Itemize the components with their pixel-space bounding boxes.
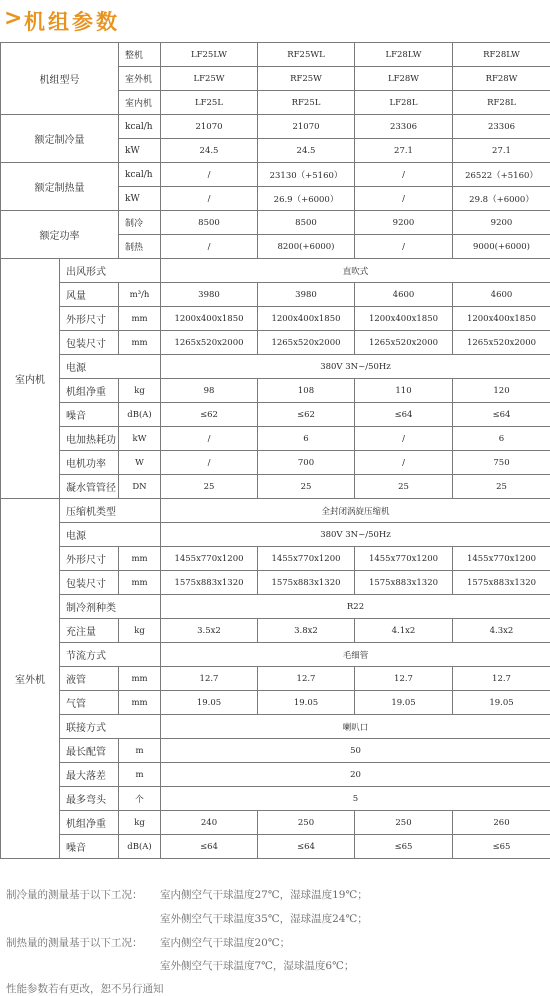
cell: / [161, 163, 258, 187]
row-label: 制冷剂种类 [60, 595, 161, 619]
cell: 700 [258, 451, 355, 475]
row-label: 最长配管 [60, 739, 119, 763]
cell: 23130（+5160） [258, 163, 355, 187]
row-label-power: 额定功率 [1, 211, 119, 259]
cell: LF25W [161, 67, 258, 91]
row-label: 最大落差 [60, 763, 119, 787]
cell: 6 [453, 427, 550, 451]
cell: 108 [258, 379, 355, 403]
cell: ≤64 [355, 403, 453, 427]
table-row [1, 283, 550, 307]
table-row [1, 307, 550, 331]
unit-cell: W [119, 451, 161, 475]
cell: 全封闭涡旋压缩机 [161, 499, 550, 523]
table-row [1, 691, 550, 715]
cell: RF25L [258, 91, 355, 115]
cell: 260 [453, 811, 550, 835]
cell: 250 [258, 811, 355, 835]
cell: 110 [355, 379, 453, 403]
row-label: 压缩机类型 [60, 499, 161, 523]
row-label: 气管 [60, 691, 119, 715]
row-label-complete: 整机 [119, 43, 161, 67]
cell: 3980 [258, 283, 355, 307]
unit-cell: kcal/h [119, 163, 161, 187]
cell: ≤65 [355, 835, 453, 859]
cell: 25 [453, 475, 550, 499]
cell: 380V 3N~/50Hz [161, 355, 550, 379]
table-row [1, 403, 550, 427]
unit-cell: dB(A) [119, 403, 161, 427]
cell: 9000(+6000) [453, 235, 550, 259]
unit-cell: m [119, 763, 161, 787]
row-label: 外形尺寸 [60, 547, 119, 571]
row-label: 风量 [60, 283, 119, 307]
cell: 26.9（+6000） [258, 187, 355, 211]
cell: 4600 [453, 283, 550, 307]
cell: / [355, 235, 453, 259]
row-label: 噪音 [60, 403, 119, 427]
row-label-outdoor: 室外机 [119, 67, 161, 91]
cell: RF25W [258, 67, 355, 91]
cell: 25 [258, 475, 355, 499]
footnote-cooling-outdoor: 室外侧空气干球温度35℃，湿球温度24℃； [160, 913, 368, 925]
cell: LF28L [355, 91, 453, 115]
cell: 24.5 [258, 139, 355, 163]
unit-cell: mm [119, 331, 161, 355]
cell: / [161, 187, 258, 211]
cell: 240 [161, 811, 258, 835]
table-row [1, 259, 550, 283]
group-label-indoor: 室内机 [1, 259, 60, 499]
unit-cell: kW [119, 187, 161, 211]
table-row [1, 427, 550, 451]
cell: 27.1 [453, 139, 550, 163]
row-label: 液管 [60, 667, 119, 691]
cell: 1455x770x1200 [453, 547, 550, 571]
cell: LF25LW [161, 43, 258, 67]
row-label: 联接方式 [60, 715, 161, 739]
unit-cell: 个 [119, 787, 161, 811]
cell: 4.3x2 [453, 619, 550, 643]
cell: ≤65 [453, 835, 550, 859]
cell: RF28LW [453, 43, 550, 67]
unit-cell: m [119, 739, 161, 763]
cell: 9200 [453, 211, 550, 235]
cell: 19.05 [355, 691, 453, 715]
unit-cell: mm [119, 307, 161, 331]
spec-table [0, 42, 550, 859]
cell: 21070 [161, 115, 258, 139]
cell: / [161, 427, 258, 451]
cell: / [161, 235, 258, 259]
cell: 9200 [355, 211, 453, 235]
unit-cell: mm [119, 547, 161, 571]
cell: 5 [161, 787, 550, 811]
table-row [1, 787, 550, 811]
cell: 19.05 [453, 691, 550, 715]
cell: 4.1x2 [355, 619, 453, 643]
footnote-heating-prefix: 制热量的测量基于以下工况： [6, 937, 143, 949]
table-row [1, 547, 550, 571]
table-row [1, 379, 550, 403]
cell: 1200x400x1850 [161, 307, 258, 331]
table-row [1, 115, 550, 139]
cell: RF28W [453, 67, 550, 91]
cell: 120 [453, 379, 550, 403]
cell: / [355, 427, 453, 451]
cell: 250 [355, 811, 453, 835]
unit-cell: mm [119, 667, 161, 691]
cell: LF28W [355, 67, 453, 91]
table-row [1, 163, 550, 187]
row-label: 外形尺寸 [60, 307, 119, 331]
cell: 4600 [355, 283, 453, 307]
unit-cell: DN [119, 475, 161, 499]
cell: 98 [161, 379, 258, 403]
cell: / [355, 187, 453, 211]
row-label: 出风形式 [60, 259, 161, 283]
cell: RF28L [453, 91, 550, 115]
chevron-right-icon: > [4, 6, 23, 31]
cell: 1200x400x1850 [355, 307, 453, 331]
footnote-heating-outdoor: 室外侧空气干球温度7℃，湿球温度6℃； [160, 960, 355, 972]
cell: 喇叭口 [161, 715, 550, 739]
unit-cell: 制热 [119, 235, 161, 259]
cell: 1575x883x1320 [258, 571, 355, 595]
cell: 8500 [161, 211, 258, 235]
table-row [1, 211, 550, 235]
cell: 12.7 [258, 667, 355, 691]
cell: 23306 [355, 115, 453, 139]
row-label: 电加热耗功 [60, 427, 119, 451]
cell: 6 [258, 427, 355, 451]
cell: 12.7 [161, 667, 258, 691]
table-row [1, 619, 550, 643]
cell: R22 [161, 595, 550, 619]
table-row [1, 811, 550, 835]
cell: 直吹式 [161, 259, 550, 283]
cell: 1455x770x1200 [161, 547, 258, 571]
cell: LF28LW [355, 43, 453, 67]
row-label-model: 机组型号 [1, 43, 119, 115]
footnote-notice: 性能参数若有更改，恕不另行通知 [6, 983, 164, 995]
cell: ≤62 [258, 403, 355, 427]
row-label-heating: 额定制热量 [1, 163, 119, 211]
cell: 1200x400x1850 [453, 307, 550, 331]
cell: 8200(+6000) [258, 235, 355, 259]
table-row [1, 571, 550, 595]
cell: 21070 [258, 115, 355, 139]
cell: 12.7 [355, 667, 453, 691]
table-row [1, 715, 550, 739]
cell: 380V 3N~/50Hz [161, 523, 550, 547]
row-label-cooling: 额定制冷量 [1, 115, 119, 163]
cell: / [355, 163, 453, 187]
cell: 27.1 [355, 139, 453, 163]
unit-cell: mm [119, 691, 161, 715]
cell: ≤62 [161, 403, 258, 427]
row-label: 凝水管管径 [60, 475, 119, 499]
cell: 3980 [161, 283, 258, 307]
row-label: 机组净重 [60, 811, 119, 835]
unit-cell: mm [119, 571, 161, 595]
row-label-indoor: 室内机 [119, 91, 161, 115]
cell: 19.05 [161, 691, 258, 715]
unit-cell: kW [119, 139, 161, 163]
row-label: 电源 [60, 523, 161, 547]
cell: 25 [355, 475, 453, 499]
row-label: 包装尺寸 [60, 331, 119, 355]
table-row [1, 643, 550, 667]
cell: 12.7 [453, 667, 550, 691]
cell: 23306 [453, 115, 550, 139]
footnote-cooling-indoor: 室内侧空气干球温度27℃，湿球温度19℃； [160, 889, 368, 901]
footnote-cooling-prefix: 制冷量的测量基于以下工况： [6, 889, 143, 901]
cell: 26522（+5160） [453, 163, 550, 187]
cell: 750 [453, 451, 550, 475]
row-label: 包装尺寸 [60, 571, 119, 595]
cell: 1575x883x1320 [453, 571, 550, 595]
cell: 1455x770x1200 [258, 547, 355, 571]
table-row [1, 763, 550, 787]
cell: 3.8x2 [258, 619, 355, 643]
unit-cell: kcal/h [119, 115, 161, 139]
table-row [1, 43, 550, 67]
row-label: 电机功率 [60, 451, 119, 475]
cell: 19.05 [258, 691, 355, 715]
cell: LF25L [161, 91, 258, 115]
cell: 3.5x2 [161, 619, 258, 643]
unit-cell: kg [119, 811, 161, 835]
unit-cell: kg [119, 379, 161, 403]
cell: 24.5 [161, 139, 258, 163]
table-row [1, 475, 550, 499]
row-label: 最多弯头 [60, 787, 119, 811]
unit-cell: kW [119, 427, 161, 451]
cell: 1265x520x2000 [161, 331, 258, 355]
cell: 29.8（+6000） [453, 187, 550, 211]
footnote-heating-indoor: 室内侧空气干球温度20℃； [160, 937, 291, 949]
group-label-outdoor: 室外机 [1, 499, 60, 859]
row-label: 节流方式 [60, 643, 161, 667]
unit-cell: dB(A) [119, 835, 161, 859]
row-label: 充注量 [60, 619, 119, 643]
cell: 1265x520x2000 [355, 331, 453, 355]
cell: ≤64 [453, 403, 550, 427]
cell: 1265x520x2000 [258, 331, 355, 355]
table-row [1, 523, 550, 547]
unit-cell: kg [119, 619, 161, 643]
cell: 1455x770x1200 [355, 547, 453, 571]
cell: / [161, 451, 258, 475]
table-row [1, 451, 550, 475]
cell: 8500 [258, 211, 355, 235]
row-label: 电源 [60, 355, 161, 379]
cell: 1575x883x1320 [161, 571, 258, 595]
table-row [1, 499, 550, 523]
unit-cell: m³/h [119, 283, 161, 307]
unit-cell: 制冷 [119, 211, 161, 235]
row-label: 机组净重 [60, 379, 119, 403]
cell: 25 [161, 475, 258, 499]
cell: 毛细管 [161, 643, 550, 667]
cell: / [355, 451, 453, 475]
table-row [1, 667, 550, 691]
cell: 20 [161, 763, 550, 787]
cell: ≤64 [258, 835, 355, 859]
section-header [0, 0, 550, 40]
cell: 50 [161, 739, 550, 763]
table-row [1, 595, 550, 619]
cell: ≤64 [161, 835, 258, 859]
table-row [1, 739, 550, 763]
table-row [1, 331, 550, 355]
table-row [1, 355, 550, 379]
cell: 1265x520x2000 [453, 331, 550, 355]
section-title: 机组参数 [24, 10, 120, 34]
cell: RF25WL [258, 43, 355, 67]
cell: 1575x883x1320 [355, 571, 453, 595]
cell: 1200x400x1850 [258, 307, 355, 331]
table-row [1, 835, 550, 859]
row-label: 噪音 [60, 835, 119, 859]
